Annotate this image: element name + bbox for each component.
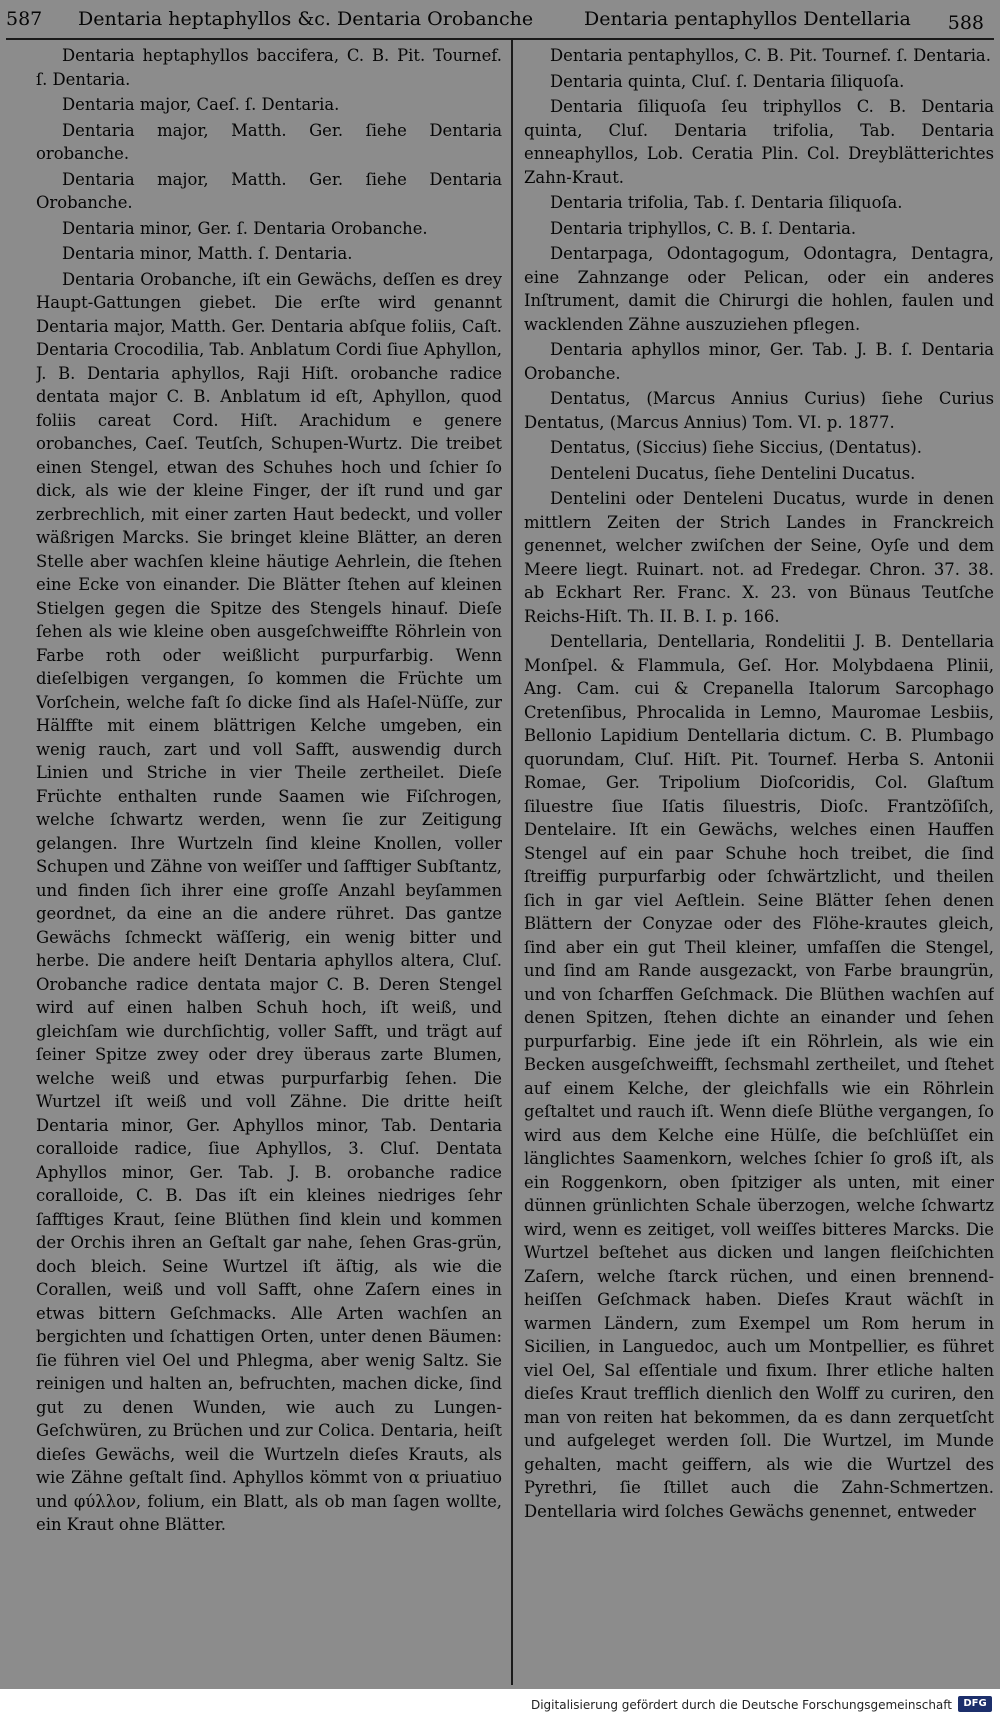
right-page-number: 588: [947, 12, 984, 34]
entry: Dentaria ſiliquoſa ſeu triphyllos C. B. Dentaria quinta, Cluſ. Dentaria trifolia, Tab. Dentaria enneaphyllos, Lob. Ceratia Plin. Col. Dreyblätterichtes Zahn-Kraut.: [524, 97, 994, 187]
entry: Dentatus, (Siccius) ſiehe Siccius, (Dentatus).: [550, 438, 923, 457]
header-rule: [6, 38, 994, 40]
left-running-title: Dentaria heptaphyllos &c. Dentaria Orobanche: [78, 8, 534, 30]
dfg-logo-icon: DFG: [958, 1696, 992, 1712]
digitization-footer: [0, 1689, 1000, 1719]
left-column: [36, 44, 502, 1682]
entry: Dentaria quinta, Cluſ. ſ. Dentaria ſiliquoſa.: [550, 71, 905, 91]
entry: Dentaria triphyllos, C. B. ſ. Dentaria.: [550, 218, 857, 238]
entry: Dentatus, (Marcus Annius Curius) ſiehe Curius Dentatus, (Marcus Annius) Tom. VI. p. 1877.: [524, 389, 994, 432]
right-running-title: Dentaria pentaphyllos Dentellaria: [584, 8, 911, 30]
funding-credit: Digitalisierung gefördert durch die Deutsche Forschungsgemeinschaft: [530, 1698, 952, 1712]
entry: Dentellaria, Dentellaria, Rondelitii J. B. Dentellaria Monſpel. & Flammula, Geſ. Hor. Molybdaena Plinii, Ang. Cam. cui & Crepanella Italorum Sarcophago Cretenſibus, Phrocalida in Lemno, Mauromae Lesbiis, Bellonio Lapidium Dentellaria dictum. C. B. Plumbago quorundam, Cluſ. Hiſt. Pit. Tournef. Herba S. Antonii Romae, Ger. Tripolium Dioſcoridis, Col. Glaſtum ſiluestre ſiue Iſatis ſiluestris, Dioſc. Frantzöſiſch, Dentelaire. Iſt ein Gewächs, welches einen Hauffen Stengel auf ein paar Schuhe hoch treibet, die ſind ſtreiffig purpurfarbig oder ſchwärtzlicht, und theilen ſich in gar viel Aeſtlein. Seine Blätter ſehen denen Blättern der Conyzae oder des Flöhe-krautes gleich, ſind aber ein gut Theil kleiner, umfaſſen die Stengel, und ſind am Rande ausgezackt, von Farbe braungrün, und von ſcharffen Geſchmack. Die Blüthen wachſen auf denen Spitzen, ſtehen dichte an einander und ſehen purpurfarbig. Eine jede iſt ein Röhrlein, als wie ein Becken ausgeſchweifft, ſechsmahl zertheilet, und ſtehet auf einem Kelche, der gleichfalls wie ein Röhrlein geſtaltet und rauch iſt. Wenn dieſe Blüthe vergangen, ſo wird aus dem Kelche eine Hülſe, die beſchlüſſet ein länglichtes Saamenkorn, welches ſchier ſo groß iſt, als ein Roggenkorn, oben ſpitziger als unten, mit einer dünnen grünlichten Schale überzogen, welche ſchwartz wird, wenn es zeitiget, voll weiſſes bitteres Marcks. Die Wurtzel beſtehet aus dicken und langen fleiſchichten Zaſern, welche ſtarck rüchen, und einen brennend-heiſſen Geſchmack haben. Dieſes Kraut wächſt in warmen Ländern, zum Exempel um Rom herum in Sicilien, in Languedoc, auch um Montpellier, es führet viel Oel, Sal eſſentiale und fixum. Ihrer etliche halten dieſes Kraut trefflich dienlich den Wolff zu curiren, den man von reiten hat bekommen, da es dann zerquetſcht und aufgeleget werden ſoll. Die Wurtzel, im Munde gehalten, macht geiffern, als wie die Wurtzel des Pyrethri, ſie ſtillet auch die Zahn-Schmertzen. Dentellaria wird ſolches Gewächs genennet, entweder: [524, 632, 994, 1521]
entry: Dentaria major, Matth. Ger. ſiehe Dentaria orobanche.: [36, 120, 502, 163]
entry: Dentaria trifolia, Tab. ſ. Dentaria ſiliquoſa.: [550, 193, 903, 212]
entry: Dentaria pentaphyllos, C. B. Pit. Tournef. ſ. Dentaria.: [550, 46, 991, 65]
entry: Dentaria minor, Matth. ſ. Dentaria.: [62, 244, 353, 263]
column-divider: [511, 40, 513, 1685]
right-column: [524, 44, 994, 1682]
entry: Dentaria aphyllos minor, Ger. Tab. J. B. ſ. Dentaria Orobanche.: [524, 340, 994, 383]
entry: Dentaria heptaphyllos baccifera, C. B. Pit. Tournef. ſ. Dentaria.: [36, 46, 502, 89]
entry: Dentarpaga, Odontagogum, Odontagra, Dentagra, eine Zahnzange oder Pelican, oder ein anderes Inſtrument, damit die Chirurgi die hohlen, faulen und wacklenden Zähne auszuziehen pflegen.: [524, 244, 994, 334]
running-header: [0, 0, 1000, 40]
entry: Denteleni Ducatus, ſiehe Dentelini Ducatus.: [550, 463, 916, 483]
entry: Dentaria Orobanche, iſt ein Gewächs, deſſen es drey Haupt-Gattungen giebet. Die erſte wird genannt Dentaria major, Matth. Ger. Dentaria abſque foliis, Caſt. Dentaria Crocodilia, Tab. Anblatum Cordi ſiue Aphyllon, J. B. Dentaria aphyllos, Raji Hiſt. orobanche radice dentata major C. B. Anblatum id eſt, Aphyllon, quod foliis careat Cord. Hiſt. Arachidum e genere orobanches, Caeſ. Teutſch, Schupen-Wurtz. Die treibet einen Stengel, etwan des Schuhes hoch und ſchier ſo dick, als wie der kleine Finger, der iſt rund und gar zerbrechlich, mit einer zarten Haut bedeckt, und voller wäßrigen Marcks. Sie bringet kleine Blätter, an deren Stelle aber wachſen kleine häutige Aehrlein, die ſtehen eine Ecke von einander. Die Blätter ſtehen auf kleinen Stielgen gegen die Spitze des Stengels hinauf. Dieſe ſehen als wie kleine oben ausgeſchweiffte Röhrlein von Farbe roth oder weißlicht purpurfarbig. Wenn dieſelbigen vergangen, ſo kommen die Früchte um Vorſchein, welche faſt ſo dicke ſind als Haſel-Nüſſe, zur Hälffte mit einem blättrigen Kelche umgeben, ein wenig rauch, zart und voll Safft, auswendig durch Linien und Striche in vier Theile zertheilet. Dieſe Früchte enthalten runde Saamen wie Fiſchrogen, welche ſchwartz werden, wenn ſie zur Zeitigung gelangen. Ihre Wurtzeln ſind kleine Knollen, voller Schupen und Zähne von weiſſer und ſafftiger Subſtantz, und finden ſich ihrer eine groſſe Anzahl beyſammen geordnet, da eine an die andere rühret. Das gantze Gewächs ſchmeckt wäſſerig, ein wenig bitter und herbe. Die andere heiſt Dentaria aphyllos altera, Cluſ. Orobanche radice dentata major C. B. Deren Stengel wird auf einen halben Schuh hoch, iſt weiß, und gleichſam wie durchſichtig, voller Safft, und trägt auf ſeiner Spitze zwey oder drey überaus zarte Blumen, welche weiß und etwas purpurfarbig ſehen. Die Wurtzel iſt weiß und voll Zähne. Die dritte heiſt Dentaria minor, Ger. Aphyllos minor, Tab. Dentaria coralloide radice, ſiue Aphyllos, 3. Cluſ. Dentata Aphyllos minor, Ger. Tab. J. B. orobanche radice coralloide, C. B. Das iſt ein kleines niedriges ſehr ſafftiges Kraut, ſeine Blüthen ſind klein und kommen der Orchis ihren an Geſtalt gar nahe, ſehen Gras-grün, doch bleich. Seine Wurtzel iſt äſtig, als wie die Corallen, weiß und voll Safft, ohne Zaſern eines in etwas bittern Geſchmacks. Alle Arten wachſen an bergichten und ſchattigen Orten, unter denen Bäumen: ſie führen viel Oel und Phlegma, aber wenig Saltz. Sie reinigen und halten an, befruchten, machen dicke, ſind gut zu denen Wunden, wie auch zu Lungen-Geſchwüren, zu Brüchen und zur Colica. Dentaria, heiſt dieſes Gewächs, weil die Wurtzeln dieſes Krauts, als wie Zähne geſtalt ſind. Aphyllos kömmt von α priuatiuo und φύλλον, folium, ein Blatt, als ob man ſagen wollte, ein Kraut ohne Blätter.: [36, 269, 502, 1534]
left-page-number: 587: [6, 8, 43, 30]
entry: Dentaria major, Matth. Ger. ſiehe Dentaria Orobanche.: [36, 169, 502, 212]
entry: Dentaria minor, Ger. ſ. Dentaria Orobanche.: [62, 218, 428, 238]
entry: Dentelini oder Denteleni Ducatus, wurde in denen mittlern Zeiten der Strich Landes in Franckreich genennet, welcher zwiſchen der Seine, Oyſe und dem Meere liegt. Ruinart. not. ad Fredegar. Chron. 37. 38. ab Eckhart Rer. Franc. X. 23. von Bünaus Teutſche Reichs-Hiſt. Th. II. B. I. p. 166.: [524, 489, 994, 626]
entry: Dentaria major, Caeſ. ſ. Dentaria.: [62, 95, 340, 114]
